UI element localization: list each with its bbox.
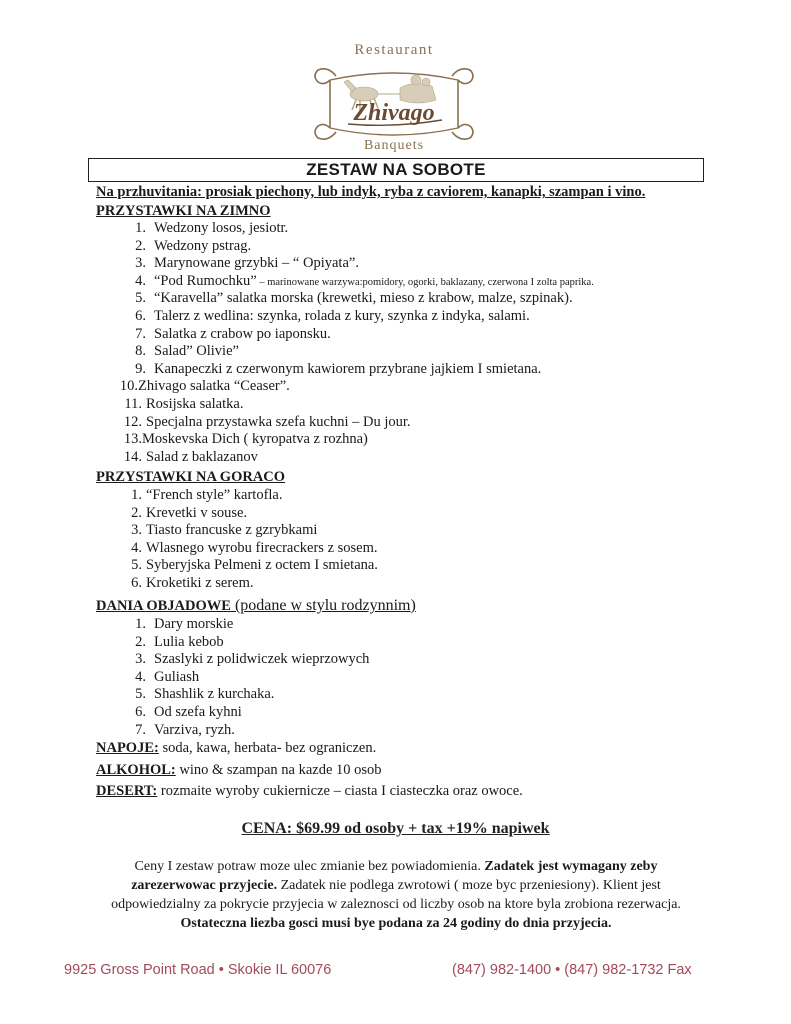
list-item: 13.Moskevska Dich ( kyropatva z rozhna) (123, 431, 368, 448)
footer-phones: (847) 982-1400 • (847) 982-1732 Fax (452, 962, 692, 978)
drinks-line: NAPOJE: soda, kawa, herbata- bez ograniczen. (96, 740, 377, 756)
page-title: ZESTAW NA SOBOTE (88, 158, 704, 182)
list-item: 2. Wedzony pstrag. (135, 237, 252, 254)
list-item: 7. Varziva, ryzh. (135, 721, 235, 738)
list-item: 3. Tiasto francuske z gzrybkami (131, 522, 318, 539)
list-item: 4. “Pod Rumochku” – marinowane warzywa:pomidory, ogorki, baklazany, czerwona I zolta paprika. (135, 272, 594, 289)
list-item: 8. Salad” Olivie” (135, 343, 239, 360)
list-item: 6. Od szefa kyhni (135, 703, 242, 720)
main-dishes-heading: DANIA OBJADOWE (podane w stylu rodzynnim) (96, 597, 416, 614)
logo-name: Zhivago (353, 100, 435, 126)
list-item: 10.Zhivago salatka “Ceaser”. (119, 378, 290, 395)
list-item: 14. Salad z baklazanov (123, 448, 258, 465)
list-item: 11. Rosijska salatka. (124, 395, 244, 412)
list-item: 6. Talerz z wedlina: szynka, rolada z kury, szynka z indyka, salami. (135, 307, 530, 324)
list-item: 3. Marynowane grzybki – “ Opiyata”. (135, 255, 359, 272)
logo-top-text: Restaurant (354, 42, 434, 58)
list-item: 1. Dary morskie (135, 616, 234, 632)
list-item: 3. Szaslyki z polidwiczek wieprzowych (135, 651, 370, 668)
list-item: 6. Kroketiki z serem. (131, 574, 254, 591)
list-item: 2. Lulia kebob (135, 633, 224, 650)
list-item: 12. Specjalna przystawka szefa kuchni – Du jour. (123, 413, 411, 430)
list-item: 4. Guliash (135, 668, 200, 685)
list-item: 4. Wlasnego wyrobu firecrackers z sosem. (131, 539, 378, 556)
dessert-line: DESERT: rozmaite wyroby cukiernicze – ciasta I ciasteczka oraz owoce. (96, 783, 523, 799)
hot-appetizers-heading: PRZYSTAWKI NA GORACO (96, 469, 286, 485)
hot-appetizers-list (124, 487, 378, 593)
list-item: 5. Syberyjska Pelmeni z octem I smietana. (131, 557, 378, 574)
list-item: 7. Salatka z crabow po iaponsku. (135, 325, 331, 342)
cold-appetizers-list (119, 220, 594, 466)
cold-appetizers-heading: PRZYSTAWKI NA ZIMNO (96, 203, 271, 219)
list-item: 5. Shashlik z kurchaka. (135, 686, 275, 703)
list-item: 2. Krevetki v souse. (131, 504, 248, 521)
restaurant-logo (308, 36, 480, 156)
footer-address: 9925 Gross Point Road • Skokie IL 60076 (64, 962, 332, 978)
list-item: 1. “French style” kartofla. (131, 487, 283, 503)
list-item: 1. Wedzony losos, jesiotr. (135, 220, 289, 236)
logo-bottom-text: Banquets (363, 138, 425, 153)
price-line: CENA: $69.99 od osoby + tax +19% napiwek (241, 820, 550, 837)
alcohol-line: ALKOHOL: wino & szampan na kazde 10 osob (96, 762, 382, 778)
main-dishes-list (126, 616, 369, 739)
welcome-line: Na przhuvitania: prosiak piechony, lub indyk, ryba z caviorem, kanapki, szampan i vino. (96, 184, 646, 200)
list-item: 9. Kanapeczki z czerwonym kawiorem przybrane jajkiem I smietana. (135, 360, 542, 377)
terms-paragraph: Ceny I zestaw potraw moze ulec zmianie bez powiadomienia. Zadatek jest wymagany zeby zarezerwowac przyjecie. Zadatek nie podlega zwrotowi ( moze byc przeniesiony). Klient jest odpowiedzialny za pokrycie przyjecia w zaleznosci od liczby osob na ktore byla zrobiona rezerwacja. Ostateczna liezba gosci musi bye podana za 24 godiny do dnia przyjecia. (111, 859, 681, 931)
list-item: 5. “Karavella” salatka morska (krewetki, mieso z krabow, malze, szpinak). (135, 290, 573, 307)
